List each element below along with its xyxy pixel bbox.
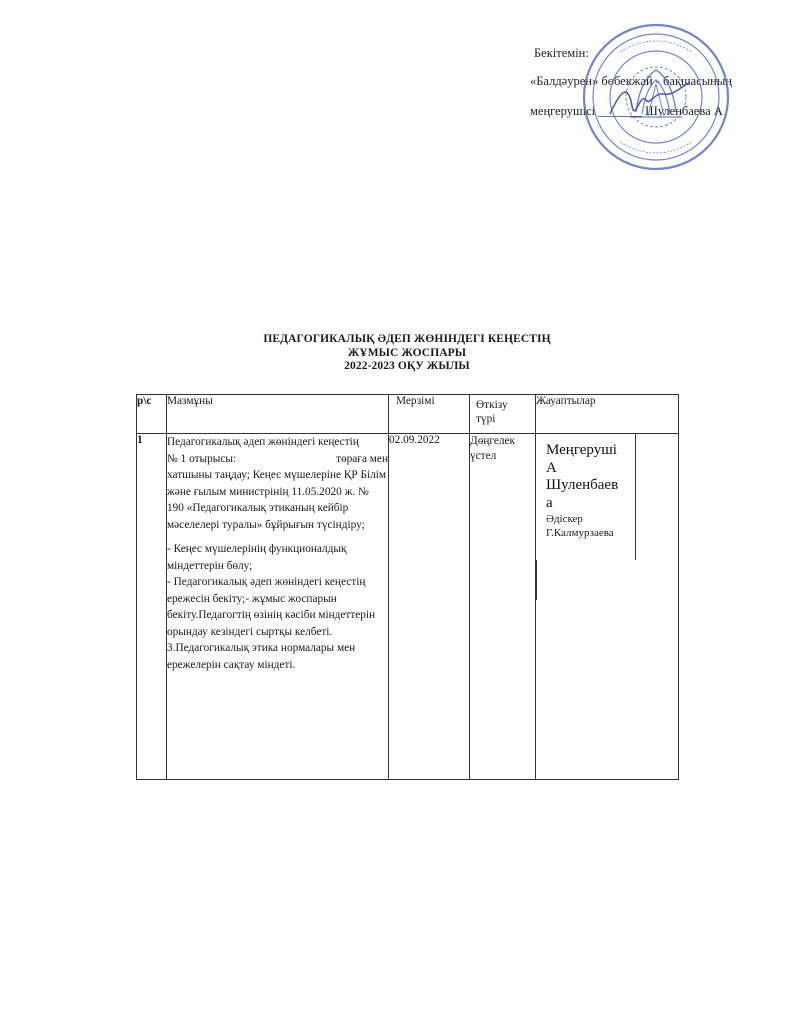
methodologist-role: Әдіскер — [546, 513, 583, 525]
responsible-surname-part-2: а — [546, 494, 553, 511]
work-plan-table — [136, 394, 679, 780]
header-date-label: Мерзімі — [396, 395, 435, 407]
row-type-line-1: Дөңгелек — [470, 435, 516, 447]
table-row — [137, 434, 679, 780]
header-content: Мазмұны — [167, 395, 389, 434]
approval-head-name: меңгерушісі _______ Шуленбаева А — [530, 104, 723, 118]
responsible-role: Меңгеруші — [546, 442, 617, 458]
official-stamp-icon — [580, 22, 732, 172]
header-type — [470, 395, 536, 434]
content-p1-c: төраға мен — [336, 452, 388, 465]
title-line-2: ЖҰМЫС ЖОСПАРЫ — [347, 346, 467, 359]
approval-organization: «Балдәурен» бөбекжай - бақшасының — [530, 74, 732, 88]
header-responsible: Жауаптылар — [536, 395, 679, 434]
content-p1-a: Педагогикалық әдеп жөніндегі кеңестің — [167, 436, 359, 448]
responsible-initial: А — [546, 459, 557, 476]
row-type — [470, 434, 536, 780]
content-p1-d: хатшыны таңдау; Кеңес мүшелеріне ҚР Білім және ғылым министрінің 11.05.2020 ж. № 190 «Педагогикалық этиканың кейбір мәселелері туралы» бұйрығын түсіндіру; — [167, 469, 387, 531]
content-paragraph-2: - Кеңес мүшелерінің функционалдық міндеттерін бөлу; — [167, 543, 347, 572]
header-type-line-2: түрі — [476, 413, 496, 425]
row-type-line-2: үстел — [470, 450, 497, 462]
header-type-line-1: Өткізу — [476, 399, 508, 411]
header-date — [389, 395, 470, 434]
row-date: 02.09.2022 — [389, 434, 470, 780]
content-p1-b: № 1 отырысы: — [167, 452, 237, 465]
title-line-1: ПЕДАГОГИКАЛЫҚ ӘДЕП ЖӨНІНДЕГІ КЕҢЕСТІҢ — [263, 333, 551, 345]
table-header-row — [137, 395, 679, 434]
header-number: р\с — [137, 395, 167, 434]
row-responsible — [536, 434, 679, 780]
row-number: 1 — [137, 434, 167, 780]
title-line-3: 2022-2023 ОҚУ ЖЫЛЫ — [344, 360, 470, 372]
methodologist-name: Г.Калмурзаева — [546, 527, 614, 539]
document-title — [136, 333, 678, 374]
content-paragraph-3: - Педагогикалық әдеп жөніндегі кеңестің ережесін бекіту;- жұмыс жоспарын бекіту.Педагогтің өзінің кәсіби міндеттерін орындау кезіндегі сыртқы келбеті. 3.Педагогикалық этика нормалары мен ережелерін сақтау міндеті. — [167, 576, 376, 671]
approval-heading: Бекітемін: — [534, 46, 589, 60]
content-paragraph-1 — [167, 434, 388, 533]
row-content — [167, 434, 389, 780]
responsible-surname-part-1: Шуленбаев — [546, 477, 619, 493]
responsible-box — [536, 434, 636, 560]
responsible-divider — [536, 560, 537, 600]
